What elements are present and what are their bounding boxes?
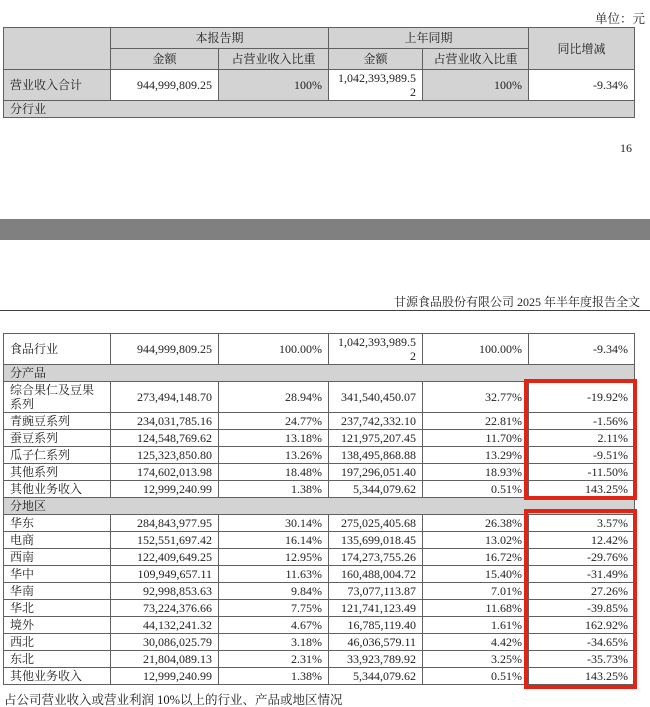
prior-amount: 5,344,079.62 [329, 481, 423, 498]
yoy-change: 143.25% [529, 668, 635, 685]
region-row [4, 549, 635, 566]
section-label: 分产品 [4, 365, 635, 382]
row-label: 华北 [4, 600, 111, 617]
product-row [4, 413, 635, 430]
page-break-band [0, 219, 650, 240]
current-amount: 944,999,809.25 [111, 334, 219, 365]
section-label: 分行业 [4, 101, 635, 118]
row-label: 境外 [4, 617, 111, 634]
prior-pct: 3.25% [423, 651, 529, 668]
current-amount: 152,551,697.42 [111, 532, 219, 549]
current-pct: 13.18% [219, 430, 329, 447]
prior-amount: 121,975,207.45 [329, 430, 423, 447]
yoy-change: -9.34% [529, 70, 635, 101]
current-amount: 125,323,850.80 [111, 447, 219, 464]
prior-pct-header: 占营业收入比重 [423, 49, 529, 70]
yoy-change: -31.49% [529, 566, 635, 583]
current-pct: 100% [219, 70, 329, 101]
current-pct: 1.38% [219, 481, 329, 498]
current-amount: 122,409,649.25 [111, 549, 219, 566]
row-label: 西南 [4, 549, 111, 566]
header-row-periods [4, 28, 635, 49]
prior-amount: 138,495,868.88 [329, 447, 423, 464]
yoy-change: -34.65% [529, 634, 635, 651]
region-row [4, 583, 635, 600]
current-pct: 12.95% [219, 549, 329, 566]
prior-pct: 26.38% [423, 515, 529, 532]
region-row [4, 617, 635, 634]
section-label: 分地区 [4, 498, 635, 515]
row-label: 其他业务收入 [4, 481, 111, 498]
yoy-change: 162.92% [529, 617, 635, 634]
prior-amount: 160,488,004.72 [329, 566, 423, 583]
row-label: 华东 [4, 515, 111, 532]
prior-amount: 33,923,789.92 [329, 651, 423, 668]
row-label: 蚕豆系列 [4, 430, 111, 447]
current-pct: 30.14% [219, 515, 329, 532]
prior-pct: 22.81% [423, 413, 529, 430]
unit-label: 单位：元 [594, 12, 645, 26]
prior-pct: 1.61% [423, 617, 529, 634]
current-period-header: 本报告期 [111, 28, 329, 49]
current-pct: 18.48% [219, 464, 329, 481]
current-amount: 174,602,013.98 [111, 464, 219, 481]
page-number: 16 [620, 141, 632, 155]
revenue-detail-table [3, 333, 635, 685]
region-row [4, 634, 635, 651]
current-amount: 73,224,376.66 [111, 600, 219, 617]
yoy-change: 143.25% [529, 481, 635, 498]
prior-pct: 16.72% [423, 549, 529, 566]
row-label: 食品行业 [4, 334, 111, 365]
yoy-change: -1.56% [529, 413, 635, 430]
prior-pct: 11.68% [423, 600, 529, 617]
row-label: 青豌豆系列 [4, 413, 111, 430]
current-pct: 4.67% [219, 617, 329, 634]
prior-pct: 15.40% [423, 566, 529, 583]
region-row [4, 651, 635, 668]
product-row [4, 430, 635, 447]
footer-note: 占公司营业收入或营业利润 10%以上的行业、产品或地区情况 [4, 693, 343, 707]
yoy-change: 12.42% [529, 532, 635, 549]
row-label: 东北 [4, 651, 111, 668]
product-row [4, 447, 635, 464]
yoy-change: -39.85% [529, 600, 635, 617]
yoy-change: -11.50% [529, 464, 635, 481]
row-label: 西北 [4, 634, 111, 651]
section-row-products [4, 365, 635, 382]
row-label: 综合果仁及豆果系列 [4, 382, 111, 413]
prior-amount: 16,785,119.40 [329, 617, 423, 634]
row-label: 营业收入合计 [4, 70, 111, 101]
corner-header-cell [4, 28, 111, 70]
region-row [4, 532, 635, 549]
current-amount: 124,548,769.62 [111, 430, 219, 447]
yoy-header: 同比增减 [529, 28, 635, 70]
current-pct-header: 占营业收入比重 [219, 49, 329, 70]
current-amount: 44,132,241.32 [111, 617, 219, 634]
current-amount: 12,999,240.99 [111, 481, 219, 498]
yoy-change: -9.51% [529, 447, 635, 464]
row-label: 瓜子仁系列 [4, 447, 111, 464]
report-page-header: 甘源食品股份有限公司 2025 年半年度报告全文 [0, 295, 650, 311]
prior-amount: 275,025,405.68 [329, 515, 423, 532]
row-label: 其他业务收入 [4, 668, 111, 685]
yoy-change: -35.73% [529, 651, 635, 668]
region-row [4, 600, 635, 617]
prior-amount: 46,036,579.11 [329, 634, 423, 651]
current-pct: 28.94% [219, 382, 329, 413]
current-pct: 2.31% [219, 651, 329, 668]
yoy-change: 2.11% [529, 430, 635, 447]
current-amount: 234,031,785.16 [111, 413, 219, 430]
prior-pct: 0.51% [423, 481, 529, 498]
prior-pct: 13.29% [423, 447, 529, 464]
current-amount: 21,804,089.13 [111, 651, 219, 668]
product-row [4, 382, 635, 413]
prior-amount: 121,741,123.49 [329, 600, 423, 617]
prior-pct: 11.70% [423, 430, 529, 447]
yoy-change: 3.57% [529, 515, 635, 532]
yoy-change: -9.34% [529, 334, 635, 365]
prior-pct: 7.01% [423, 583, 529, 600]
prior-amount: 174,273,755.26 [329, 549, 423, 566]
prior-amount: 5,344,079.62 [329, 668, 423, 685]
industry-row [4, 334, 635, 365]
row-label: 华中 [4, 566, 111, 583]
section-row-regions [4, 498, 635, 515]
current-pct: 24.77% [219, 413, 329, 430]
total-revenue-row [4, 70, 635, 101]
current-amount: 273,494,148.70 [111, 382, 219, 413]
prior-pct: 18.93% [423, 464, 529, 481]
current-amount: 109,949,657.11 [111, 566, 219, 583]
current-pct: 13.26% [219, 447, 329, 464]
prior-amount-header: 金额 [329, 49, 423, 70]
prior-amount: 237,742,332.10 [329, 413, 423, 430]
prior-pct: 0.51% [423, 668, 529, 685]
region-row [4, 668, 635, 685]
current-pct: 3.18% [219, 634, 329, 651]
current-pct: 9.84% [219, 583, 329, 600]
current-amount: 12,999,240.99 [111, 668, 219, 685]
prior-pct: 100% [423, 70, 529, 101]
prior-amount: 73,077,113.87 [329, 583, 423, 600]
prior-pct: 4.42% [423, 634, 529, 651]
prior-amount: 1,042,393,989.52 [329, 70, 423, 101]
current-amount: 944,999,809.25 [111, 70, 219, 101]
prior-pct: 100.00% [423, 334, 529, 365]
current-pct: 1.38% [219, 668, 329, 685]
current-amount: 92,998,853.63 [111, 583, 219, 600]
prior-amount: 135,699,018.45 [329, 532, 423, 549]
current-pct: 16.14% [219, 532, 329, 549]
current-pct: 11.63% [219, 566, 329, 583]
row-label: 其他系列 [4, 464, 111, 481]
prior-pct: 13.02% [423, 532, 529, 549]
current-pct: 100.00% [219, 334, 329, 365]
yoy-change: -19.92% [529, 382, 635, 413]
current-amount-header: 金额 [111, 49, 219, 70]
row-label: 电商 [4, 532, 111, 549]
revenue-detail-section [0, 333, 650, 685]
yoy-change: -29.76% [529, 549, 635, 566]
product-row [4, 481, 635, 498]
product-row [4, 464, 635, 481]
prior-amount: 1,042,393,989.52 [329, 334, 423, 365]
yoy-change: 27.26% [529, 583, 635, 600]
current-amount: 284,843,977.95 [111, 515, 219, 532]
current-pct: 7.75% [219, 600, 329, 617]
region-row [4, 566, 635, 583]
prior-amount: 341,540,450.07 [329, 382, 423, 413]
prior-period-header: 上年同期 [329, 28, 529, 49]
current-amount: 30,086,025.79 [111, 634, 219, 651]
region-row [4, 515, 635, 532]
prior-amount: 197,296,051.40 [329, 464, 423, 481]
row-label: 华南 [4, 583, 111, 600]
revenue-summary-table [3, 27, 635, 118]
prior-pct: 32.77% [423, 382, 529, 413]
section-row-industry [4, 101, 635, 118]
